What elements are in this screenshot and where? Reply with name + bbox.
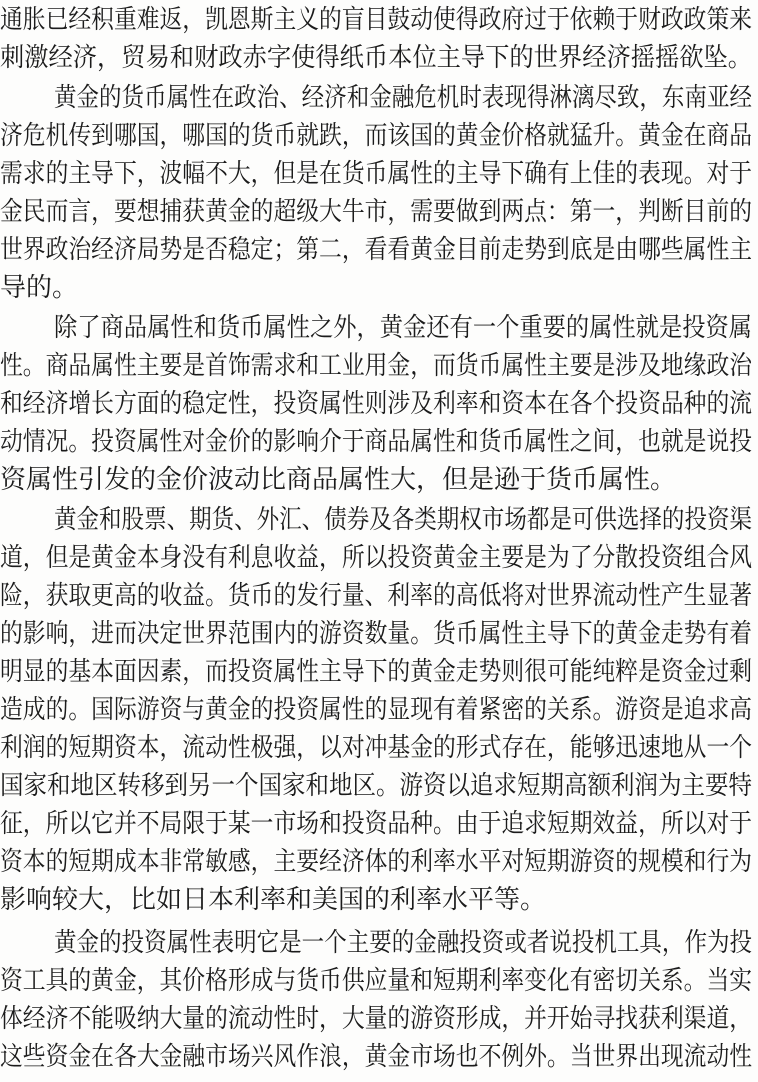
paragraph-first-line: 黄金的投资属性表明它是一个主要的金融投资或者说投机工具，作为投 — [54, 928, 753, 958]
text-line: 影响较大，比如日本利率和美国的利率水平等。 — [0, 885, 547, 915]
text-line: 导的。 — [0, 273, 79, 303]
text-line: 性。商品属性主要是首饰需求和工业用金，而货币属性主要是涉及地缘政治 — [0, 351, 753, 381]
text-line: 世界政治经济局势是否稳定；第二，看看黄金目前走势到底是由哪些属性主 — [0, 235, 753, 265]
text-line: 金民而言，要想捕获黄金的超级大牛市，需要做到两点：第一，判断目前的 — [0, 197, 753, 227]
text-line: 资本的短期成本非常敏感，主要经济体的利率水平对短期游资的规模和行为 — [0, 847, 753, 877]
text-line: 体经济不能吸纳大量的流动性时，大量的游资形成，并开始寻找获利渠道， — [0, 1004, 753, 1034]
text-line: 资属性引发的金价波动比商品属性大，但是逊于货币属性。 — [0, 465, 677, 495]
text-line: 道，但是黄金本身没有利息收益，所以投资黄金主要是为了分散投资组合风 — [0, 543, 753, 573]
text-line: 的影响，进而决定世界范围内的游资数量。货币属性主导下的黄金走势有着 — [0, 619, 753, 649]
text-line: 动情况。投资属性对金价的影响介于商品属性和货币属性之间，也就是说投 — [0, 427, 753, 457]
paragraph-first-line: 黄金和股票、期货、外汇、债券及各类期权市场都是可供选择的投资渠 — [54, 505, 753, 535]
text-line: 明显的基本面因素，而投资属性主导下的黄金走势则很可能纯粹是资金过剩 — [0, 657, 753, 687]
text-line: 险，获取更高的收益。货币的发行量、利率的高低将对世界流动性产生显著 — [0, 581, 753, 611]
text-line: 资工具的黄金，其价格形成与货币供应量和短期利率变化有密切关系。当实 — [0, 966, 753, 996]
text-line: 刺激经济，贸易和财政赤字使得纸币本位主导下的世界经济摇摇欲坠。 — [0, 43, 753, 73]
paragraph-first-line: 黄金的货币属性在政治、经济和金融危机时表现得淋漓尽致，东南亚经 — [54, 83, 753, 113]
text-line: 征，所以它并不局限于某一市场和投资品种。由于追求短期效益，所以对于 — [0, 809, 753, 839]
text-line: 造成的。国际游资与黄金的投资属性的显现有着紧密的关系。游资是追求高 — [0, 695, 753, 725]
text-line: 济危机传到哪国，哪国的货币就跌，而该国的黄金价格就猛升。黄金在商品 — [0, 121, 753, 151]
paragraph-first-line: 除了商品属性和货币属性之外，黄金还有一个重要的属性就是投资属 — [54, 313, 753, 343]
text-line: 和经济增长方面的稳定性，投资属性则涉及利率和资本在各个投资品种的流 — [0, 389, 753, 419]
text-line: 这些资金在各大金融市场兴风作浪，黄金市场也不例外。当世界出现流动性 — [0, 1042, 753, 1072]
text-line: 需求的主导下，波幅不大，但是在货币属性的主导下确有上佳的表现。对于 — [0, 159, 753, 189]
text-line: 国家和地区转移到另一个国家和地区。游资以追求短期高额利润为主要特 — [0, 771, 752, 801]
text-line: 利润的短期资本，流动性极强，以对冲基金的形式存在，能够迅速地从一个 — [0, 733, 753, 763]
text-line: 通胀已经积重难返，凯恩斯主义的盲目鼓动使得政府过于依赖于财政政策来 — [0, 5, 753, 35]
